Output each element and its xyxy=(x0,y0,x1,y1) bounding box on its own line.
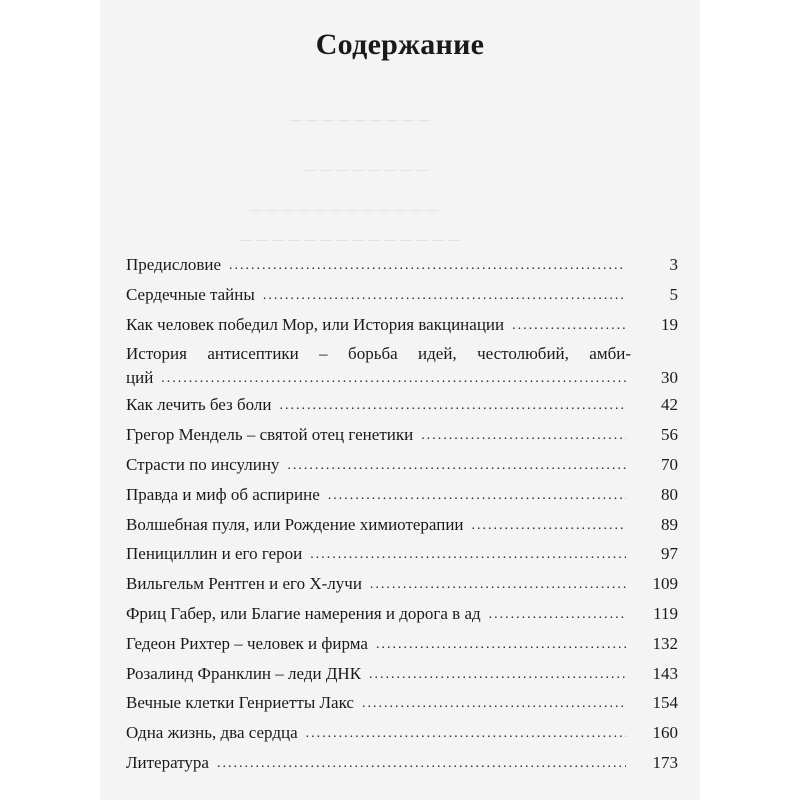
toc-page-number: 132 xyxy=(652,633,678,653)
bleed-through-text: — — — — — — — — — xyxy=(290,112,431,126)
toc-entry-title: Одна жизнь, два сердца xyxy=(126,723,298,743)
leader-dots xyxy=(512,314,626,338)
toc-page-number: 119 xyxy=(653,603,678,623)
toc-page-number: 30 xyxy=(661,368,678,388)
toc-entry[interactable] xyxy=(126,602,678,632)
toc-entry-title: Предисловие xyxy=(126,255,222,274)
toc-entry[interactable] xyxy=(126,313,678,343)
toc-entry[interactable] xyxy=(126,342,678,393)
toc-entry-title: Сердечные тайны xyxy=(126,284,255,304)
toc-entry[interactable] xyxy=(126,721,678,751)
toc-entry-title: Фриц Габер, или Благие намерения и дорога в ад xyxy=(126,603,481,623)
toc-entry-title: Волшебная пуля, или Рождение химиотерапии xyxy=(126,514,464,534)
leader-dots xyxy=(370,573,626,597)
toc-page-number: 19 xyxy=(661,314,678,334)
toc-page-number: 56 xyxy=(661,425,678,445)
toc-page-number: 109 xyxy=(652,574,678,594)
toc-entry-title: Как лечить без боли xyxy=(126,395,272,415)
book-page xyxy=(100,0,700,800)
toc-page-number: 160 xyxy=(652,723,678,743)
toc-entry[interactable] xyxy=(126,253,678,283)
leader-dots xyxy=(229,254,626,278)
toc-entry[interactable] xyxy=(126,751,678,781)
leader-dots xyxy=(472,514,626,538)
leader-dots xyxy=(489,603,626,627)
toc-page-number: 5 xyxy=(669,284,678,304)
leader-dots xyxy=(280,394,626,418)
toc-entry-title: Грегор Мендель – святой отец генетики xyxy=(126,425,414,445)
toc-entry[interactable] xyxy=(126,662,678,692)
toc-entry[interactable] xyxy=(126,542,678,572)
toc-page-number: 89 xyxy=(661,514,678,534)
leader-dots xyxy=(421,424,626,448)
toc-entry[interactable] xyxy=(126,513,678,543)
toc-entry[interactable] xyxy=(126,283,678,313)
toc-page-number: 143 xyxy=(652,663,678,683)
toc-entry-title: Как человек победил Мор, или История вакцинации xyxy=(126,314,505,334)
table-of-contents xyxy=(126,253,678,781)
leader-dots xyxy=(328,484,626,508)
toc-entry-title: Розалинд Франклин – леди ДНК xyxy=(126,663,362,683)
leader-dots xyxy=(369,663,626,687)
toc-page-number: 3 xyxy=(669,255,678,274)
leader-dots xyxy=(310,543,626,567)
leader-dots xyxy=(376,633,626,657)
toc-entry[interactable] xyxy=(126,483,678,513)
leader-dots xyxy=(161,367,626,391)
toc-entry-title: История антисептики – борьба идей, честолюбий, амби- xyxy=(126,344,631,364)
toc-page-number: 97 xyxy=(661,544,678,564)
leader-dots xyxy=(362,692,626,716)
toc-entry-title: Вечные клетки Генриетты Лакс xyxy=(126,693,354,713)
toc-entry[interactable] xyxy=(126,453,678,483)
toc-entry-title: Пенициллин и его герои xyxy=(126,544,303,564)
toc-page-number: 80 xyxy=(661,484,678,504)
toc-entry[interactable] xyxy=(126,632,678,662)
toc-page-number: 173 xyxy=(652,752,678,772)
leader-dots xyxy=(287,454,626,478)
toc-page-number: 70 xyxy=(661,454,678,474)
leader-dots xyxy=(306,722,626,746)
toc-entry-title: Вильгельм Рентген и его X-лучи xyxy=(126,574,362,594)
toc-entry[interactable] xyxy=(126,393,678,423)
toc-page-number: 42 xyxy=(661,395,678,415)
toc-entry-title: Правда и миф об аспирине xyxy=(126,484,320,504)
toc-entry-title: Гедеон Рихтер – человек и фирма xyxy=(126,633,368,653)
toc-entry-title: Литература xyxy=(126,752,209,772)
bleed-through-text: — — — — — — — — — — — — — — xyxy=(240,232,461,246)
bleed-through-text: — — — — — — — — — — — — xyxy=(250,202,439,216)
page-title: Содержание xyxy=(315,28,485,61)
bleed-through-text: — — — — — — — — xyxy=(305,162,430,176)
leader-dots xyxy=(263,284,626,308)
toc-page-number: 154 xyxy=(652,693,678,713)
toc-entry[interactable] xyxy=(126,691,678,721)
toc-entry-title-continued: ций xyxy=(126,368,154,388)
toc-entry-title: Страсти по инсулину xyxy=(126,454,280,474)
leader-dots xyxy=(217,752,626,776)
toc-entry[interactable] xyxy=(126,572,678,602)
toc-entry[interactable] xyxy=(126,423,678,453)
